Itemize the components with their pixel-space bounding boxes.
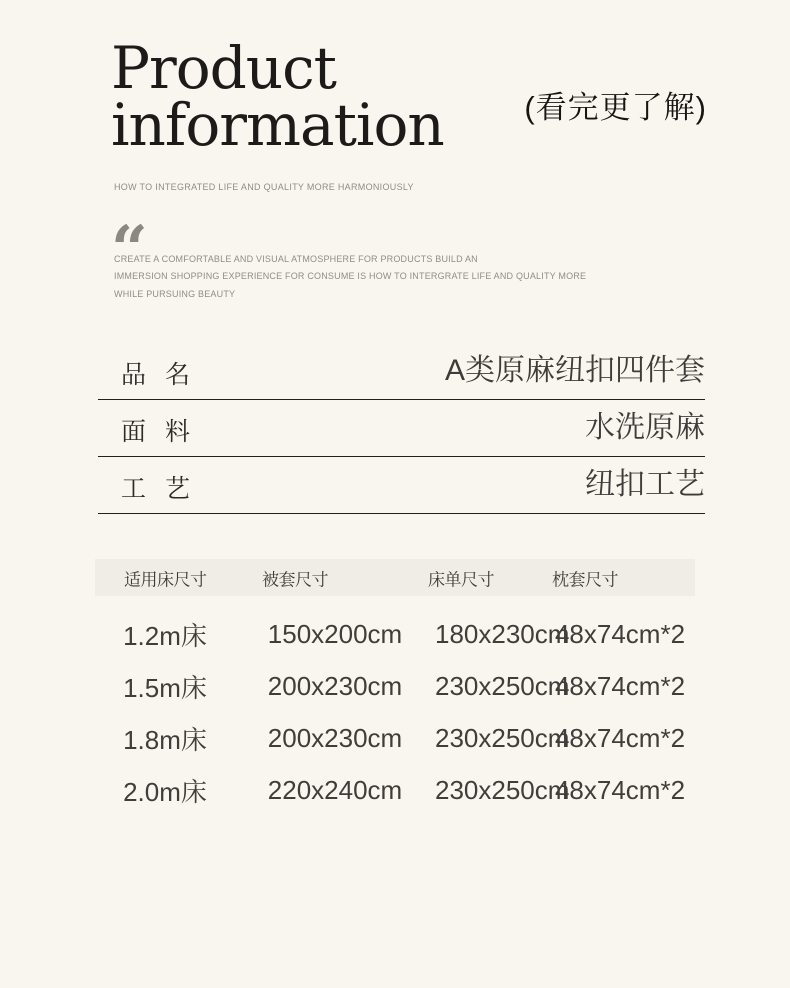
table-row <box>95 712 695 764</box>
cell-duvet-size: 200x230cm <box>267 722 403 753</box>
spec-row-product-name <box>98 343 705 400</box>
cell-bed-size: 1.5m床 <box>123 672 207 703</box>
cell-sheet-size: 230x250cm <box>435 670 570 701</box>
table-row <box>95 660 695 712</box>
intro-line: CREATE A COMFORTABLE AND VISUAL ATMOSPHERE FOR PRODUCTS BUILD AN <box>114 254 478 264</box>
intro-line: IMMERSION SHOPPING EXPERIENCE FOR CONSUME IS HOW TO INTERGRATE LIFE AND QUALITY MORE <box>114 271 587 282</box>
cell-bed-size: 1.2m床 <box>123 620 207 651</box>
spec-value: 纽扣工艺 <box>585 468 705 501</box>
cell-duvet-size: 150x200cm <box>267 618 403 649</box>
cell-sheet-size: 230x250cm <box>435 722 570 753</box>
cell-pillow-size: 48x74cm*2 <box>554 722 686 753</box>
size-header-pillow: 枕套尺寸 <box>552 570 618 589</box>
subtitle-text: HOW TO INTEGRATED LIFE AND QUALITY MORE HARMONIOUSLY <box>114 182 414 192</box>
size-header-sheet: 床单尺寸 <box>428 570 494 589</box>
cell-bed-size: 2.0m床 <box>123 776 207 807</box>
table-row <box>95 608 695 660</box>
cell-duvet-size: 200x230cm <box>267 670 403 701</box>
intro-paragraph <box>114 251 586 303</box>
cell-pillow-size: 48x74cm*2 <box>554 670 686 701</box>
spec-table <box>98 343 705 514</box>
spec-label: 面 料 <box>121 418 190 446</box>
title-note: (看完更了解) <box>524 90 707 125</box>
spec-value: A类原麻纽扣四件套 <box>444 354 705 387</box>
spec-row-fabric <box>98 400 705 457</box>
size-table-body <box>95 596 695 816</box>
size-table <box>95 559 695 816</box>
intro-line: WHILE PURSUING BEAUTY <box>114 288 236 299</box>
spec-row-craft <box>98 457 705 514</box>
cell-pillow-size: 48x74cm*2 <box>554 618 686 649</box>
quote-icon: “ <box>111 212 148 287</box>
title-line-1: Product <box>111 34 336 102</box>
size-header-bed: 适用床尺寸 <box>124 570 207 589</box>
cell-sheet-size: 180x230cm <box>435 618 570 649</box>
table-row <box>95 764 695 816</box>
title-line-2: information <box>111 91 444 159</box>
spec-label: 品 名 <box>121 361 190 389</box>
cell-pillow-size: 48x74cm*2 <box>554 774 686 805</box>
spec-label: 工 艺 <box>121 475 190 503</box>
cell-sheet-size: 230x250cm <box>435 774 570 805</box>
size-table-header <box>95 559 695 596</box>
spec-value: 水洗原麻 <box>585 411 705 444</box>
page-title <box>111 34 444 159</box>
cell-bed-size: 1.8m床 <box>123 724 207 755</box>
cell-duvet-size: 220x240cm <box>267 774 403 805</box>
size-header-duvet: 被套尺寸 <box>262 570 328 589</box>
